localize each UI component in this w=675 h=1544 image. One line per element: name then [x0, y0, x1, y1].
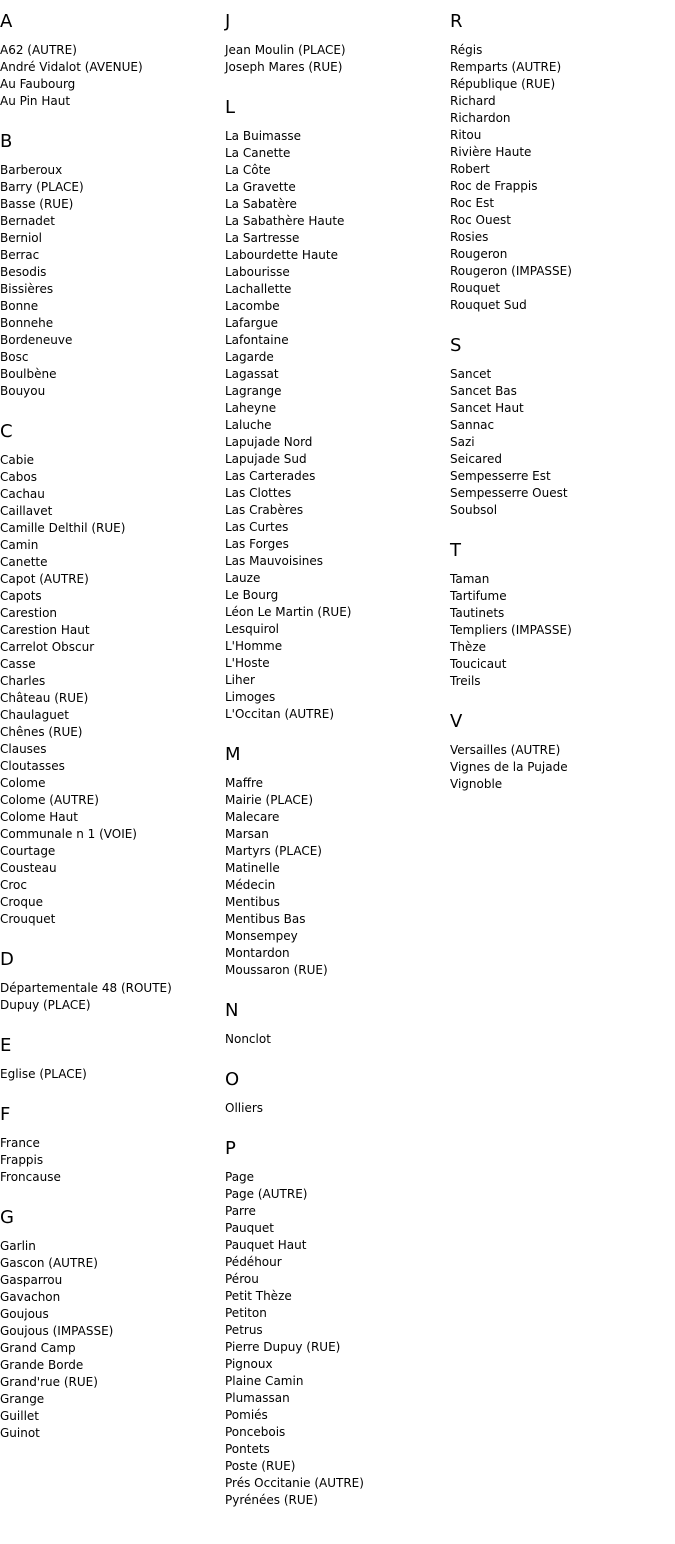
street-link[interactable]: Casse: [0, 657, 36, 671]
street-link[interactable]: Sempesserre Ouest: [450, 486, 568, 500]
street-link[interactable]: Seicared: [450, 452, 502, 466]
street-link[interactable]: Cabos: [0, 470, 37, 484]
section-letter-m: M: [225, 744, 241, 765]
street-link[interactable]: Cabie: [0, 453, 35, 467]
street-link[interactable]: La Sabathère Haute: [225, 214, 345, 228]
street-link[interactable]: Rouquet Sud: [450, 298, 527, 312]
street-link[interactable]: Grande Borde: [0, 1358, 84, 1372]
street-list-o: [225, 1100, 445, 1117]
street-link[interactable]: Pierre Dupuy (RUE): [225, 1340, 341, 1354]
street-link[interactable]: Limoges: [225, 690, 276, 704]
street-link[interactable]: Maffre: [225, 776, 264, 790]
street-link[interactable]: Barry (PLACE): [0, 180, 84, 194]
street-link[interactable]: Colome: [0, 776, 46, 790]
street-link[interactable]: L'Occitan (AUTRE): [225, 707, 335, 721]
street-link[interactable]: Poncebois: [225, 1425, 286, 1439]
street-link[interactable]: Martyrs (PLACE): [225, 844, 322, 858]
street-list-m: [225, 775, 445, 979]
street-link[interactable]: Page: [225, 1170, 255, 1184]
street-link[interactable]: Las Crabères: [225, 503, 304, 517]
street-list-r: [450, 42, 670, 314]
street-link[interactable]: Caillavet: [0, 504, 53, 518]
street-link[interactable]: Pauquet: [225, 1221, 274, 1235]
street-link[interactable]: Nonclot: [225, 1032, 271, 1046]
street-link[interactable]: Froncause: [0, 1170, 61, 1184]
street-link[interactable]: Sancet Haut: [450, 401, 524, 415]
street-link[interactable]: Petiton: [225, 1306, 267, 1320]
street-link[interactable]: France: [0, 1136, 40, 1150]
street-link[interactable]: Guinot: [0, 1426, 40, 1440]
street-link[interactable]: Besodis: [0, 265, 47, 279]
section-letter-f: F: [0, 1104, 11, 1125]
street-link[interactable]: Charles: [0, 674, 46, 688]
street-link[interactable]: Bonne: [0, 299, 39, 313]
section-letter-r: R: [450, 11, 463, 32]
street-link[interactable]: Rouquet: [450, 281, 501, 295]
street-link[interactable]: Remparts (AUTRE): [450, 60, 562, 74]
street-link[interactable]: Croc: [0, 878, 27, 892]
section-letter-e: E: [0, 1035, 12, 1056]
street-link[interactable]: Bissières: [0, 282, 54, 296]
street-list-g: [0, 1238, 220, 1442]
street-link[interactable]: Dupuy (PLACE): [0, 998, 91, 1012]
street-link[interactable]: La Sartresse: [225, 231, 300, 245]
street-link[interactable]: Camille Delthil (RUE): [0, 521, 126, 535]
street-link[interactable]: Boulbène: [0, 367, 57, 381]
street-link[interactable]: Petit Thèze: [225, 1289, 292, 1303]
street-link[interactable]: Chênes (RUE): [0, 725, 83, 739]
street-link[interactable]: Tautinets: [450, 606, 505, 620]
street-link[interactable]: Sancet: [450, 367, 492, 381]
street-link[interactable]: Lapujade Nord: [225, 435, 313, 449]
street-link[interactable]: Grange: [0, 1392, 45, 1406]
street-link[interactable]: L'Homme: [225, 639, 283, 653]
section-letter-t: T: [450, 540, 461, 561]
street-link[interactable]: Lagrange: [225, 384, 282, 398]
street-link[interactable]: Parre: [225, 1204, 256, 1218]
street-link[interactable]: Montardon: [225, 946, 290, 960]
street-link[interactable]: Plaine Camin: [225, 1374, 304, 1388]
street-link[interactable]: Au Pin Haut: [0, 94, 71, 108]
street-link[interactable]: Médecin: [225, 878, 276, 892]
street-link[interactable]: Courtage: [0, 844, 56, 858]
street-link[interactable]: La Gravette: [225, 180, 296, 194]
street-link[interactable]: Ritou: [450, 128, 482, 142]
street-link[interactable]: Las Carterades: [225, 469, 316, 483]
street-link[interactable]: Labourdette Haute: [225, 248, 339, 262]
street-link[interactable]: Soubsol: [450, 503, 498, 517]
street-link[interactable]: Capots: [0, 589, 42, 603]
street-link[interactable]: Barberoux: [0, 163, 63, 177]
street-link[interactable]: Las Mauvoisines: [225, 554, 324, 568]
street-link[interactable]: Roc de Frappis: [450, 179, 538, 193]
section-letter-d: D: [0, 949, 14, 970]
street-link[interactable]: Lapujade Sud: [225, 452, 307, 466]
street-link[interactable]: La Buimasse: [225, 129, 301, 143]
street-link[interactable]: Toucicaut: [450, 657, 507, 671]
index-column: [0, 11, 220, 1463]
street-link[interactable]: Carrelot Obscur: [0, 640, 95, 654]
street-list-p: [225, 1169, 445, 1509]
street-link[interactable]: Marsan: [225, 827, 269, 841]
street-link[interactable]: Goujous (IMPASSE): [0, 1324, 114, 1338]
street-link[interactable]: Olliers: [225, 1101, 264, 1115]
street-link[interactable]: Château (RUE): [0, 691, 89, 705]
street-link[interactable]: Pomiés: [225, 1408, 268, 1422]
street-link[interactable]: Mentibus Bas: [225, 912, 306, 926]
street-link[interactable]: Léon Le Martin (RUE): [225, 605, 352, 619]
street-link[interactable]: République (RUE): [450, 77, 556, 91]
street-link[interactable]: Tartifume: [450, 589, 507, 603]
street-list-c: [0, 452, 220, 928]
street-link[interactable]: Camin: [0, 538, 39, 552]
street-link[interactable]: Poste (RUE): [225, 1459, 296, 1473]
street-link[interactable]: Moussaron (RUE): [225, 963, 328, 977]
street-link[interactable]: Grand Camp: [0, 1341, 76, 1355]
section-letter-g: G: [0, 1207, 14, 1228]
street-link[interactable]: Communale n 1 (VOIE): [0, 827, 137, 841]
street-link[interactable]: Sazi: [450, 435, 475, 449]
street-link[interactable]: Le Bourg: [225, 588, 279, 602]
street-link[interactable]: Treils: [450, 674, 481, 688]
street-link[interactable]: Berniol: [0, 231, 42, 245]
street-link[interactable]: Colome Haut: [0, 810, 78, 824]
street-link[interactable]: Croque: [0, 895, 43, 909]
street-link[interactable]: Bernadet: [0, 214, 56, 228]
index-column: [225, 11, 445, 1530]
street-link[interactable]: Las Forges: [225, 537, 289, 551]
street-link[interactable]: Basse (RUE): [0, 197, 74, 211]
street-link[interactable]: Joseph Mares (RUE): [225, 60, 343, 74]
street-link[interactable]: Sempesserre Est: [450, 469, 551, 483]
street-list-a: [0, 42, 220, 110]
street-link[interactable]: Gascon (AUTRE): [0, 1256, 98, 1270]
street-link[interactable]: Chaulaguet: [0, 708, 69, 722]
street-link[interactable]: Pontets: [225, 1442, 270, 1456]
street-link[interactable]: Carestion: [0, 606, 58, 620]
street-link[interactable]: Capot (AUTRE): [0, 572, 89, 586]
street-link[interactable]: Jean Moulin (PLACE): [225, 43, 346, 57]
street-link[interactable]: Versailles (AUTRE): [450, 743, 561, 757]
street-link[interactable]: Petrus: [225, 1323, 263, 1337]
street-list-d: [0, 980, 220, 1014]
street-link[interactable]: Thèze: [450, 640, 486, 654]
street-list-e: [0, 1066, 220, 1083]
street-link[interactable]: Sancet Bas: [450, 384, 517, 398]
street-link[interactable]: Lesquirol: [225, 622, 280, 636]
street-link[interactable]: La Canette: [225, 146, 291, 160]
street-link[interactable]: Pédéhour: [225, 1255, 282, 1269]
street-link[interactable]: Garlin: [0, 1239, 36, 1253]
street-link[interactable]: Matinelle: [225, 861, 280, 875]
street-link[interactable]: Sannac: [450, 418, 495, 432]
street-link[interactable]: Templiers (IMPASSE): [450, 623, 572, 637]
street-link[interactable]: Gavachon: [0, 1290, 61, 1304]
section-letter-c: C: [0, 421, 13, 442]
street-link[interactable]: Goujous: [0, 1307, 49, 1321]
street-link[interactable]: Bouyou: [0, 384, 46, 398]
street-link[interactable]: Carestion Haut: [0, 623, 90, 637]
street-link[interactable]: L'Hoste: [225, 656, 270, 670]
street-link[interactable]: Colome (AUTRE): [0, 793, 99, 807]
street-link[interactable]: Roc Est: [450, 196, 495, 210]
street-link[interactable]: Pauquet Haut: [225, 1238, 307, 1252]
street-link[interactable]: Malecare: [225, 810, 280, 824]
street-link[interactable]: Pyrénées (RUE): [225, 1493, 318, 1507]
street-link[interactable]: Robert: [450, 162, 490, 176]
street-link[interactable]: Clauses: [0, 742, 47, 756]
street-link[interactable]: Régis: [450, 43, 483, 57]
section-letter-p: P: [225, 1138, 236, 1159]
street-link[interactable]: Pignoux: [225, 1357, 273, 1371]
street-link[interactable]: André Vidalot (AVENUE): [0, 60, 143, 74]
street-link[interactable]: Départementale 48 (ROUTE): [0, 981, 172, 995]
street-list-b: [0, 162, 220, 400]
section-letter-s: S: [450, 335, 462, 356]
street-link[interactable]: Taman: [450, 572, 490, 586]
street-link[interactable]: Richard: [450, 94, 496, 108]
street-link[interactable]: Lagarde: [225, 350, 274, 364]
section-letter-b: B: [0, 131, 13, 152]
street-link[interactable]: Lachallette: [225, 282, 292, 296]
section-letter-v: V: [450, 711, 463, 732]
street-list-n: [225, 1031, 445, 1048]
section-letter-n: N: [225, 1000, 239, 1021]
street-link[interactable]: Prés Occitanie (AUTRE): [225, 1476, 364, 1490]
street-list-l: [225, 128, 445, 723]
street-link[interactable]: Pérou: [225, 1272, 259, 1286]
street-link[interactable]: Lagassat: [225, 367, 279, 381]
street-link[interactable]: Liher: [225, 673, 255, 687]
street-link[interactable]: Bonnehe: [0, 316, 54, 330]
street-link[interactable]: Rosies: [450, 230, 489, 244]
street-link[interactable]: Cousteau: [0, 861, 57, 875]
street-link[interactable]: Mairie (PLACE): [225, 793, 314, 807]
street-link[interactable]: Plumassan: [225, 1391, 290, 1405]
street-link[interactable]: Bordeneuve: [0, 333, 73, 347]
street-link[interactable]: Page (AUTRE): [225, 1187, 308, 1201]
street-link[interactable]: Roc Ouest: [450, 213, 511, 227]
street-link[interactable]: Vignoble: [450, 777, 503, 791]
street-list-v: [450, 742, 670, 793]
street-list-s: [450, 366, 670, 519]
street-link[interactable]: Eglise (PLACE): [0, 1067, 87, 1081]
street-link[interactable]: Gasparrou: [0, 1273, 63, 1287]
street-link[interactable]: Laheyne: [225, 401, 277, 415]
street-link[interactable]: Cloutasses: [0, 759, 65, 773]
street-link[interactable]: Grand'rue (RUE): [0, 1375, 98, 1389]
street-link[interactable]: Lafargue: [225, 316, 278, 330]
street-link[interactable]: La Côte: [225, 163, 271, 177]
section-letter-l: L: [225, 97, 236, 118]
street-list-f: [0, 1135, 220, 1186]
street-link[interactable]: Richardon: [450, 111, 511, 125]
street-link[interactable]: Berrac: [0, 248, 40, 262]
section-letter-j: J: [225, 11, 231, 32]
street-link[interactable]: Guillet: [0, 1409, 39, 1423]
street-link[interactable]: A62 (AUTRE): [0, 43, 77, 57]
street-link[interactable]: Las Clottes: [225, 486, 292, 500]
section-letter-o: O: [225, 1069, 240, 1090]
street-link[interactable]: Las Curtes: [225, 520, 289, 534]
street-link[interactable]: Canette: [0, 555, 48, 569]
street-link[interactable]: Crouquet: [0, 912, 56, 926]
street-link[interactable]: Monsempey: [225, 929, 298, 943]
street-link[interactable]: Frappis: [0, 1153, 44, 1167]
street-link[interactable]: Rougeron (IMPASSE): [450, 264, 572, 278]
street-link[interactable]: Lauze: [225, 571, 261, 585]
street-link[interactable]: Laluche: [225, 418, 272, 432]
street-link[interactable]: Labourisse: [225, 265, 290, 279]
street-link[interactable]: Rougeron: [450, 247, 508, 261]
street-list-j: [225, 42, 445, 76]
street-list-t: [450, 571, 670, 690]
street-link[interactable]: Lacombe: [225, 299, 280, 313]
street-link[interactable]: Bosc: [0, 350, 29, 364]
section-letter-a: A: [0, 11, 13, 32]
street-link[interactable]: Vignes de la Pujade: [450, 760, 568, 774]
index-column: [450, 11, 670, 814]
street-link[interactable]: Cachau: [0, 487, 45, 501]
street-link[interactable]: La Sabatère: [225, 197, 297, 211]
street-link[interactable]: Rivière Haute: [450, 145, 532, 159]
street-link[interactable]: Au Faubourg: [0, 77, 76, 91]
street-link[interactable]: Mentibus: [225, 895, 280, 909]
street-link[interactable]: Lafontaine: [225, 333, 289, 347]
